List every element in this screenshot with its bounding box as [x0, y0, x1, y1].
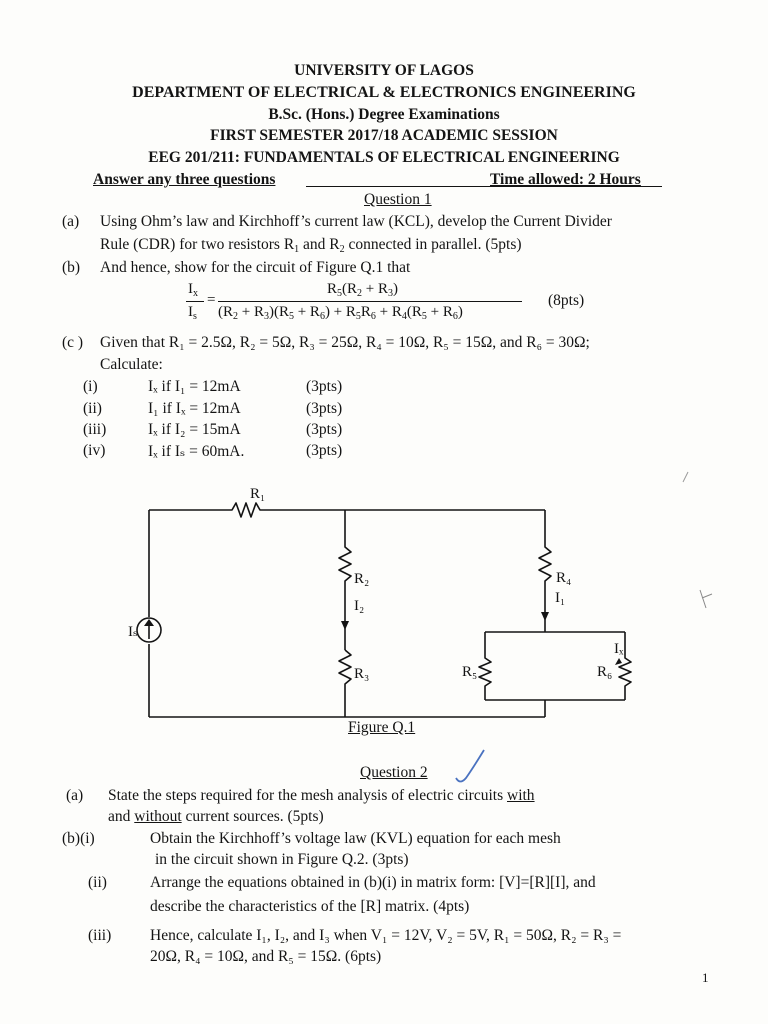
equation-rhs-denominator: $(R_2 + R_3)(R_5 + R_6) + R_5R_6 + R_4(R_5 + R_6)$ [218, 304, 463, 322]
course-title: EEG 201/211: FUNDAMENTALS OF ELECTRICAL ENGINEERING [148, 149, 620, 166]
q1-item-ii-number: (ii) [83, 400, 102, 417]
department-name: DEPARTMENT OF ELECTRICAL & ELECTRONICS ENGINEERING [132, 84, 636, 101]
equation-rhs-numerator: $R_5(R_2 + R_3)$ [327, 281, 398, 299]
q1-c-line2: Calculate: [100, 356, 163, 373]
q2-bi-line2: in the circuit shown in Figure Q.2. (3pts) [155, 851, 409, 868]
checkmark-icon [456, 750, 484, 782]
label-ix: Iₓ [614, 641, 624, 657]
equation-points: (8pts) [548, 292, 585, 309]
q1-b-text: And hence, show for the circuit of Figure Q.1 that [100, 259, 411, 276]
q2-a-line2: and without current sources. (5pts) [108, 808, 324, 825]
pencil-mark [700, 590, 712, 608]
label-r3: R₃ [354, 666, 370, 682]
q1-item-iv-text: Iₓ if Iₛ = 60mA. [148, 443, 245, 460]
label-r6: R₆ [597, 664, 613, 680]
pencil-mark [683, 472, 688, 482]
question-1-title: Question 1 [364, 191, 432, 208]
instruction: Answer any three questions [93, 171, 276, 188]
q2-a-line1: State the steps required for the mesh analysis of electric circuits with [108, 787, 535, 804]
q2-ii-line2: describe the characteristics of the [R] matrix. (4pts) [150, 898, 470, 915]
q1-item-i-points: (3pts) [306, 378, 343, 395]
q2-bi-label: (b)(i) [62, 830, 95, 847]
figure-q1-caption: Figure Q.1 [348, 719, 416, 736]
label-r5: R₅ [462, 664, 478, 680]
label-r2: R₂ [354, 571, 370, 587]
arrow-down-icon [341, 621, 349, 630]
q1-a-line1: Using Ohm’s law and Kirchhoff’s current law (KCL), develop the Current Divider [100, 213, 612, 230]
question-2-title: Question 2 [360, 764, 428, 781]
page-number: 1 [702, 970, 709, 985]
q1-item-i-text: Iₓ if I₁ = 12mA [148, 378, 241, 395]
equation-lhs-numerator: $I_x$ [188, 281, 198, 299]
q1-item-ii-text: I₁ if Iₓ = 12mA [148, 400, 241, 417]
q1-item-iv-number: (iv) [83, 442, 106, 459]
label-i1: I₁ [555, 590, 566, 606]
q1-a-line2: Rule (CDR) for two resistors $R_1$ and $R_2$ connected in parallel. (5pts) [100, 236, 522, 255]
q1-c-label: (c ) [62, 334, 84, 351]
q2-ii-line1: Arrange the equations obtained in (b)(i) in matrix form: [V]=[R][I], and [150, 874, 596, 891]
q1-c-line1: Given that R₁ = 2.5Ω, R₂ = 5Ω, R₃ = 25Ω, R₄ = 10Ω, R₅ = 15Ω, and R₆ = 30Ω; [100, 334, 590, 351]
q2-iii-line1: Hence, calculate I₁, I₂, and I₃ when V₁ = 12V, V₂ = 5V, R₁ = 50Ω, R₂ = R₃ = [150, 927, 622, 944]
equation-equals: = [207, 292, 216, 308]
q1-a-label: (a) [62, 213, 80, 230]
arrow-down-icon [615, 658, 622, 665]
q1-item-ii-points: (3pts) [306, 400, 343, 417]
q2-ii-label: (ii) [88, 874, 107, 891]
q1-item-iii-number: (iii) [83, 421, 107, 438]
arrow-down-icon [541, 612, 549, 621]
semester-line: FIRST SEMESTER 2017/18 ACADEMIC SESSION [210, 127, 558, 144]
q2-a-label: (a) [66, 787, 84, 804]
time-allowed: Time allowed: 2 Hours [490, 171, 641, 188]
degree-line: B.Sc. (Hons.) Degree Examinations [268, 106, 500, 123]
equation-lhs-denominator: $I_s$ [188, 304, 197, 322]
q2-iii-label: (iii) [88, 927, 112, 944]
label-i2: I₂ [354, 598, 365, 614]
q1-item-iii-text: Iₓ if I₂ = 15mA [148, 421, 241, 438]
wire-top-r1 [149, 503, 545, 517]
q2-bi-line1: Obtain the Kirchhoff’s voltage law (KVL) equation for each mesh [150, 830, 561, 847]
q2-iii-line2: 20Ω, R₄ = 10Ω, and R₅ = 15Ω. (6pts) [150, 948, 382, 965]
label-r1: R₁ [250, 486, 266, 502]
q1-item-iv-points: (3pts) [306, 442, 343, 459]
q1-item-i-number: (i) [83, 378, 98, 395]
university-name: UNIVERSITY OF LAGOS [294, 62, 474, 79]
q1-b-label: (b) [62, 259, 81, 276]
label-is: Iₛ [128, 624, 139, 640]
label-r4: R₄ [556, 570, 572, 586]
q1-item-iii-points: (3pts) [306, 421, 343, 438]
